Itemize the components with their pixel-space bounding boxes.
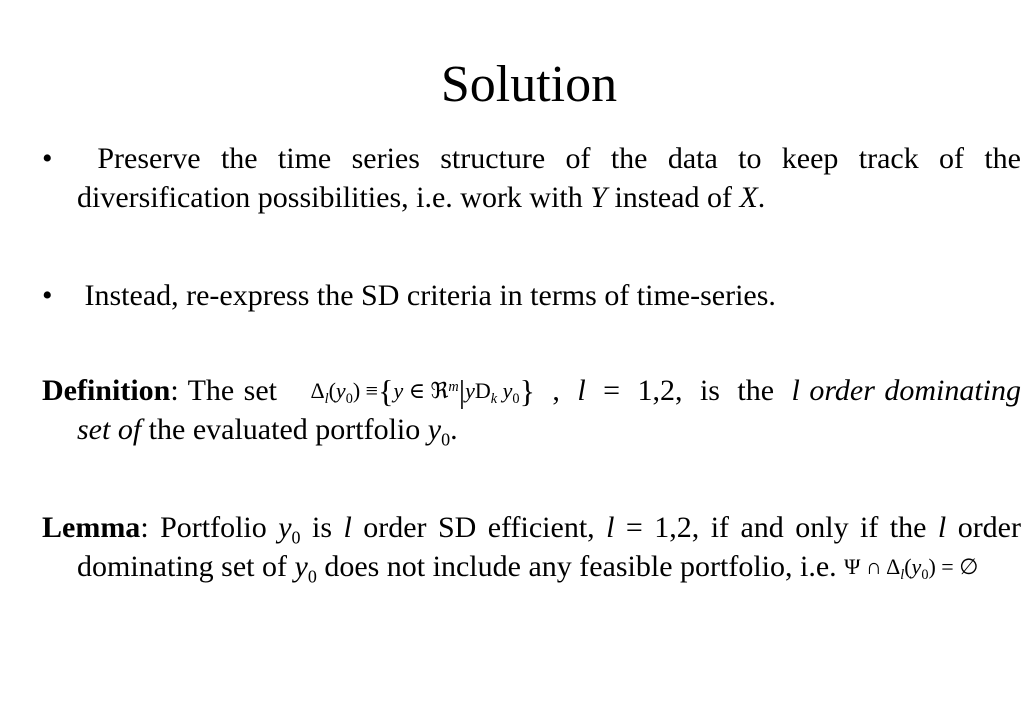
definition-italic-phrase: order dominating set of (77, 374, 1021, 446)
variable-l: l (606, 511, 615, 544)
variable-y: Y (590, 181, 607, 214)
lemma-text: order SD efficient, (351, 511, 607, 544)
bullet-marker: • (42, 279, 53, 312)
lemma-text: order dominating set of (77, 511, 1021, 583)
definition-text: : The set (170, 374, 287, 407)
definition-text: , (534, 374, 578, 407)
lemma-text: : Portfolio (140, 511, 279, 544)
bullet-text: Instead, re-express the SD criteria in terms of time-series. (77, 279, 776, 312)
bullet-reexpress-sd (42, 276, 1021, 315)
lemma-text: = 1,2, if and only if the (614, 511, 938, 544)
definition-label: Definition (42, 374, 171, 407)
variable-l: l (791, 374, 800, 407)
bullet-text: Preserve the time series structure of the data to keep track of the diversification possibilities, i.e. work with (77, 142, 1021, 214)
bullet-text: instead of (606, 181, 740, 214)
variable-l: l (343, 511, 352, 544)
definition-paragraph: Definition: The set $\Delta_l(y_0) \equiv\{y$ ∈ $ℜ^m|yD_k$ $y_0$} , l = 1,2, is the l order dominating set of the evaluated portfolio $y_0$. (42, 373, 1021, 450)
lemma-text: is (300, 511, 344, 544)
bullet-preserve-time-series (42, 139, 1021, 217)
definition-text: = 1,2, is the (585, 374, 792, 407)
variable-l: l (937, 511, 947, 544)
definition-text: the evaluated portfolio (141, 413, 428, 446)
feasible-intersection-formula: Ψ ∩ $\Delta_l(y_0)$ = ∅ (844, 554, 979, 583)
slide-title: Solution (440, 56, 618, 113)
bullet-text: . (757, 181, 766, 214)
variable-l: l (577, 374, 586, 407)
variable-x: X (739, 181, 758, 214)
lemma-text: does not include any feasible portfolio, i.e. (316, 550, 845, 583)
variable-y0: y (427, 413, 442, 446)
lemma-label: Lemma (42, 511, 141, 544)
dominating-set-formula: $\Delta_l(y_0) \equiv\{y$ ∈ $ℜ^m|yD_k$ $y_0$} (310, 373, 535, 409)
variable-y0: y (294, 550, 308, 583)
lemma-paragraph: Lemma: Portfolio $y_0$ is l order SD efficient, l = 1,2, if and only if the l order dominating set of $y_0$ does not include any feasible portfolio, i.e. Ψ ∩ $\Delta_l(y_0)$ = ∅ (42, 511, 1021, 587)
bullet-marker: • (42, 142, 53, 175)
variable-y0: y (278, 511, 292, 544)
